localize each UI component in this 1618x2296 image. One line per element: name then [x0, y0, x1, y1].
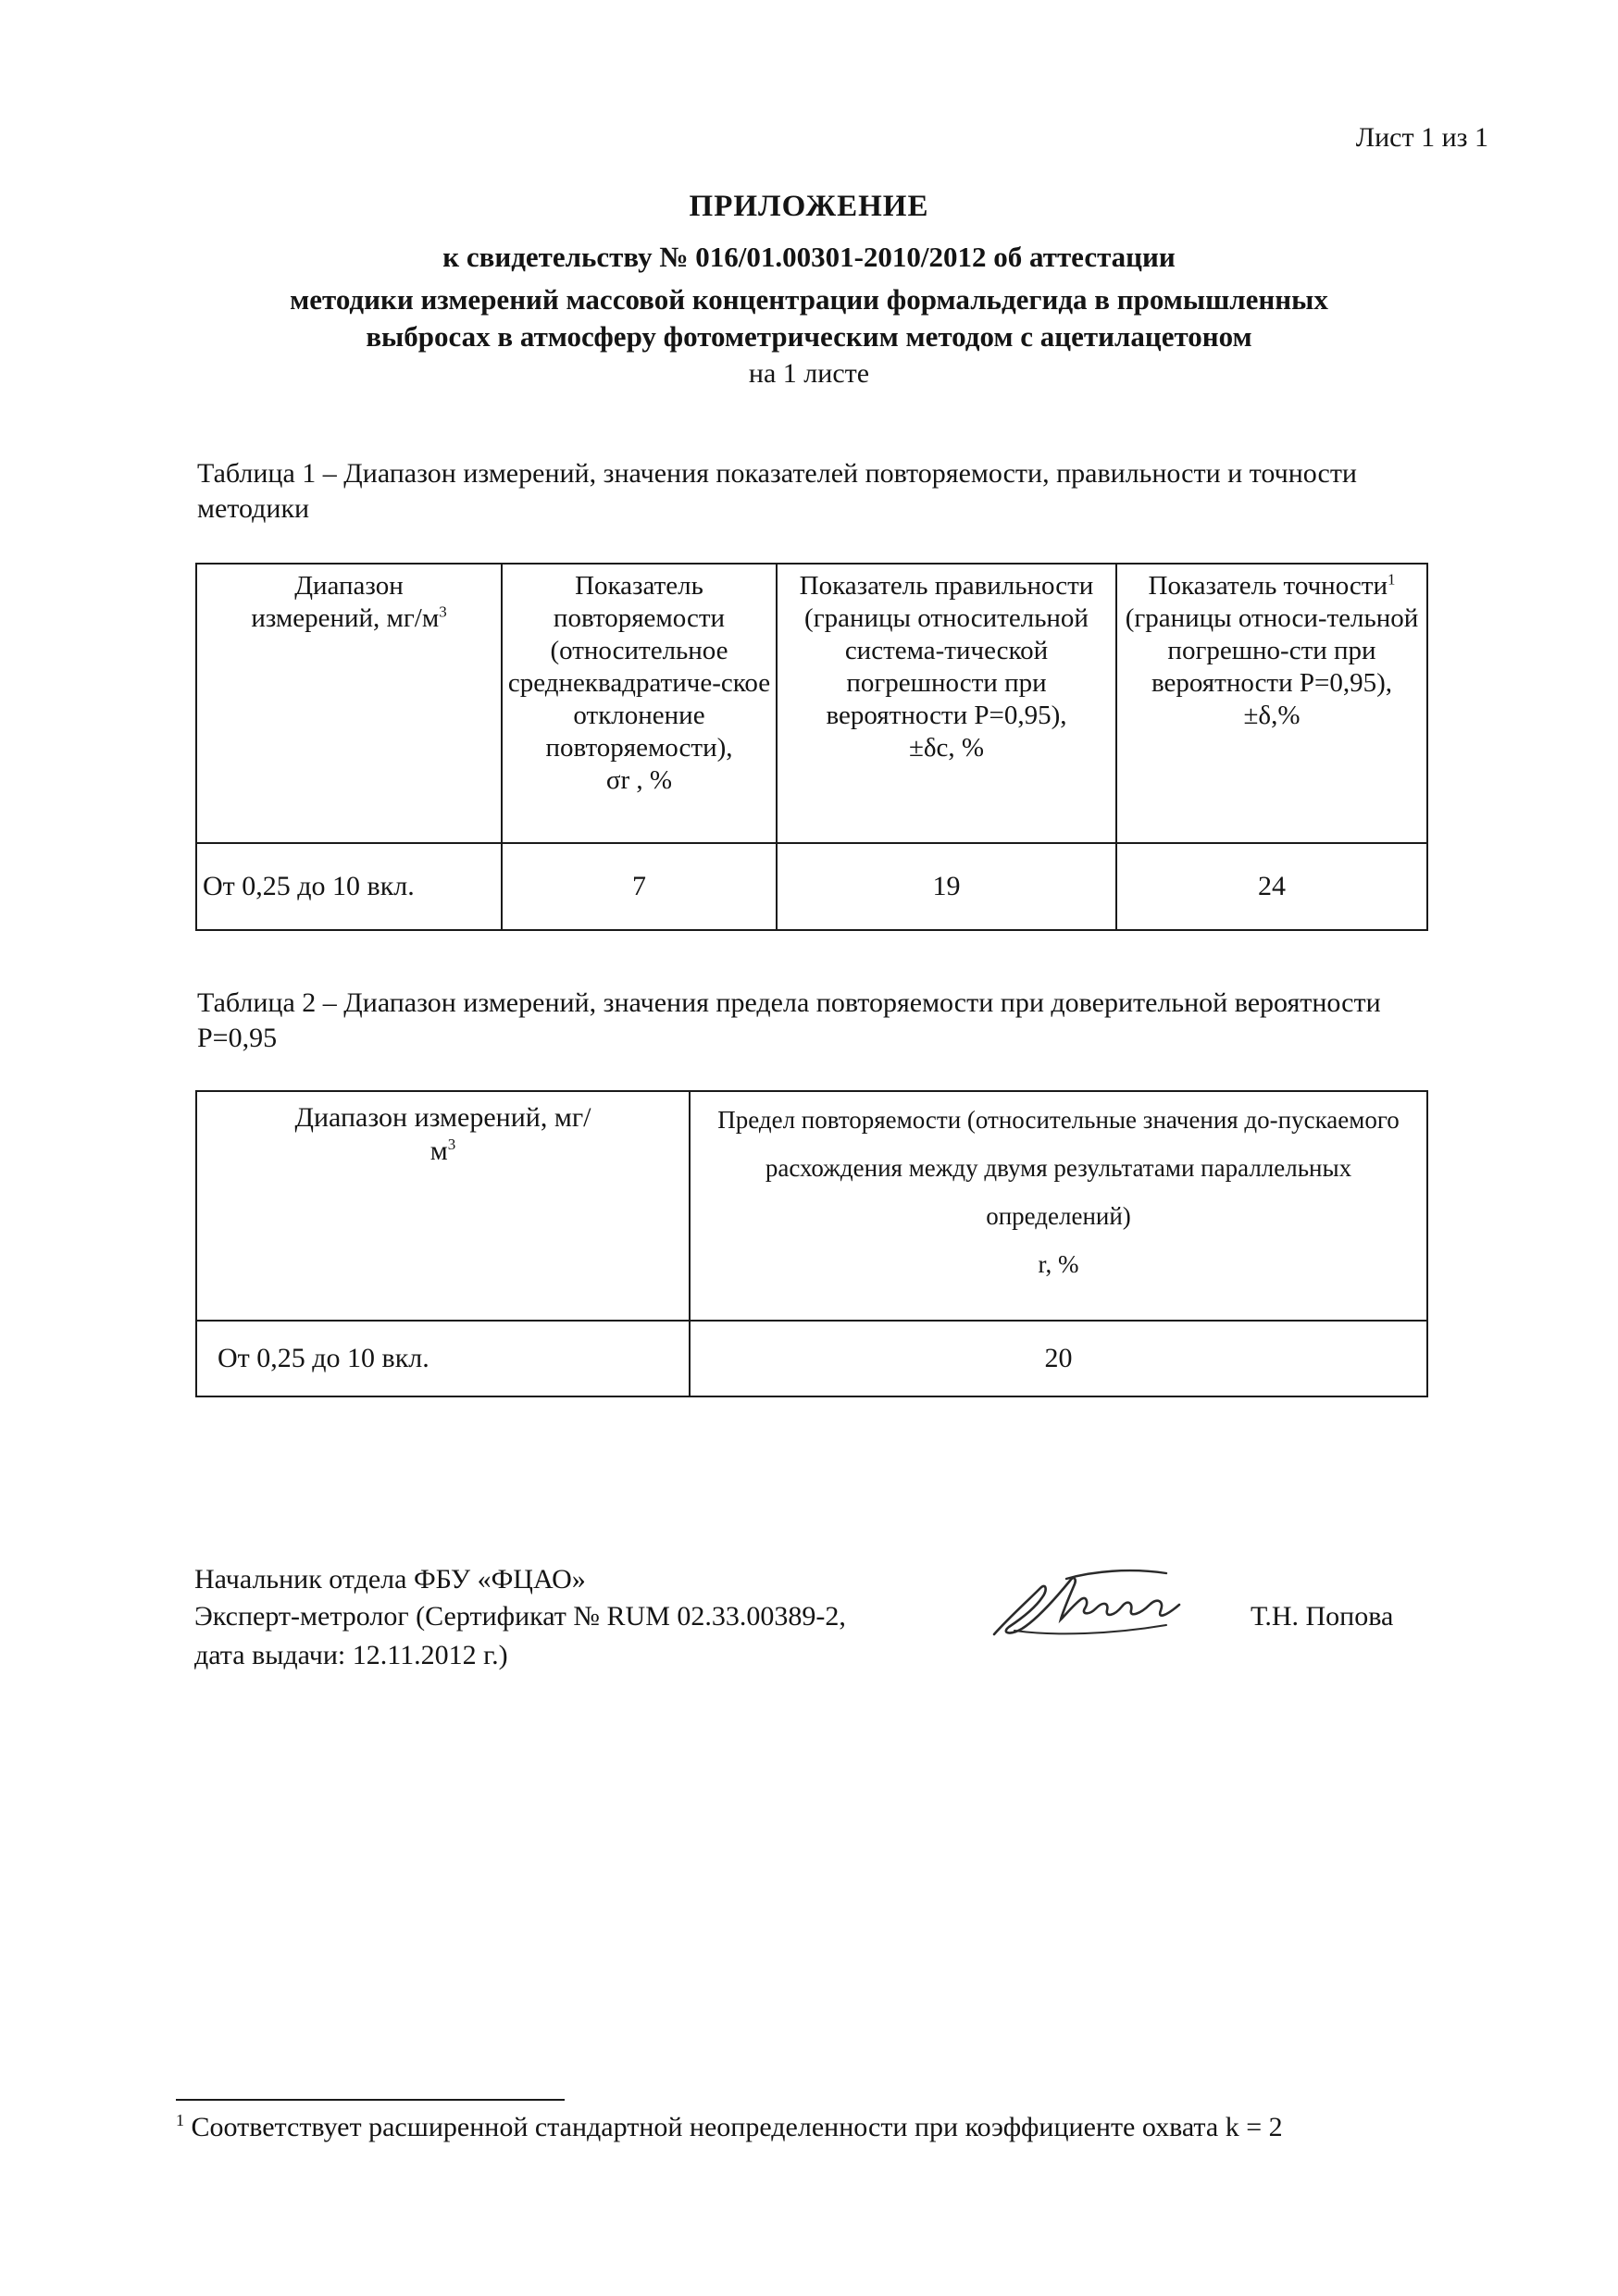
table2-header-limit: Предел повторяемости (относительные значения до-пускаемого расхождения между двумя результатами параллельных определений) r, % — [690, 1091, 1427, 1321]
table1-header-repeatability: Показатель повторяемости (относительное среднеквадратиче-ское отклонение повторяемости), σr , % — [502, 564, 777, 843]
delta-symbol: ±δ,% — [1243, 701, 1301, 730]
delta-c-symbol: ±δc, % — [908, 733, 985, 763]
sigma-r-symbol: σr , % — [605, 765, 673, 795]
table1-header-trueness: Показатель правильности (границы относительной система-тической погрешности при вероятности Р=0,95), ±δc, % — [777, 564, 1116, 843]
footnote-divider — [176, 2099, 565, 2101]
table2-cell-limit: 20 — [690, 1321, 1427, 1396]
footnote — [176, 2110, 1283, 2145]
subtitle-line-3: выбросах в атмосферу фотометрическим методом с ацетилацетоном — [366, 320, 1252, 353]
table1-header-row — [196, 564, 1427, 843]
signatory-issue-date: дата выдачи: 12.11.2012 г.) — [194, 1640, 508, 1670]
r-symbol: r, % — [1038, 1250, 1079, 1278]
table1-cell-accuracy: 24 — [1116, 843, 1427, 930]
table1-caption: Таблица 1 – Диапазон измерений, значения показателей повторяемости, правильности и точности методики — [197, 458, 1357, 524]
subtitle-line-2: методики измерений массовой концентрации формальдегида в промышленных — [290, 283, 1328, 316]
signatory-certificate: Эксперт-метролог (Сертификат № RUM 02.33.00389-2, — [194, 1601, 846, 1632]
table1-cell-repeatability: 7 — [502, 843, 777, 930]
table2-header-row — [196, 1091, 1427, 1321]
table-row — [196, 1321, 1427, 1396]
table1-cell-range: От 0,25 до 10 вкл. — [196, 843, 502, 930]
table1 — [195, 563, 1428, 931]
sheet-number: Лист 1 из 1 — [1355, 122, 1488, 153]
table2-header-range: Диапазон измерений, $мг/м^3$ — [196, 1091, 690, 1321]
handwritten-signature-icon — [981, 1562, 1203, 1645]
document-title: ПРИЛОЖЕНИЕ — [689, 190, 929, 223]
table2-caption: Таблица 2 – Диапазон измерений, значения предела повторяемости при доверительной вероятности Р=0,95 — [197, 987, 1381, 1053]
table1-cell-trueness: 19 — [777, 843, 1116, 930]
subtitle-line-1: к свидетельству № 016/01.00301-2010/2012 об аттестации — [442, 241, 1176, 273]
footnote-mark: 1 — [176, 2111, 184, 2129]
table2 — [195, 1090, 1428, 1397]
signatory-position: Начальник отдела ФБУ «ФЦАО» — [194, 1564, 586, 1595]
table2-cell-range: От 0,25 до 10 вкл. — [196, 1321, 690, 1396]
signatory-name: Т.Н. Попова — [1251, 1601, 1394, 1632]
table1-header-range: Диапазон измерений, $мг/м^3$ — [196, 564, 502, 843]
subtitle-line-4: на 1 листе — [748, 358, 870, 389]
table-row — [196, 843, 1427, 930]
table1-header-accuracy: Показатель точности$^1$ (границы относи-тельной погрешно-сти при вероятности Р=0,95), ±δ,% — [1116, 564, 1427, 843]
footnote-text: Соответствует расширенной стандартной неопределенности при коэффициенте охвата k = 2 — [191, 2112, 1283, 2142]
